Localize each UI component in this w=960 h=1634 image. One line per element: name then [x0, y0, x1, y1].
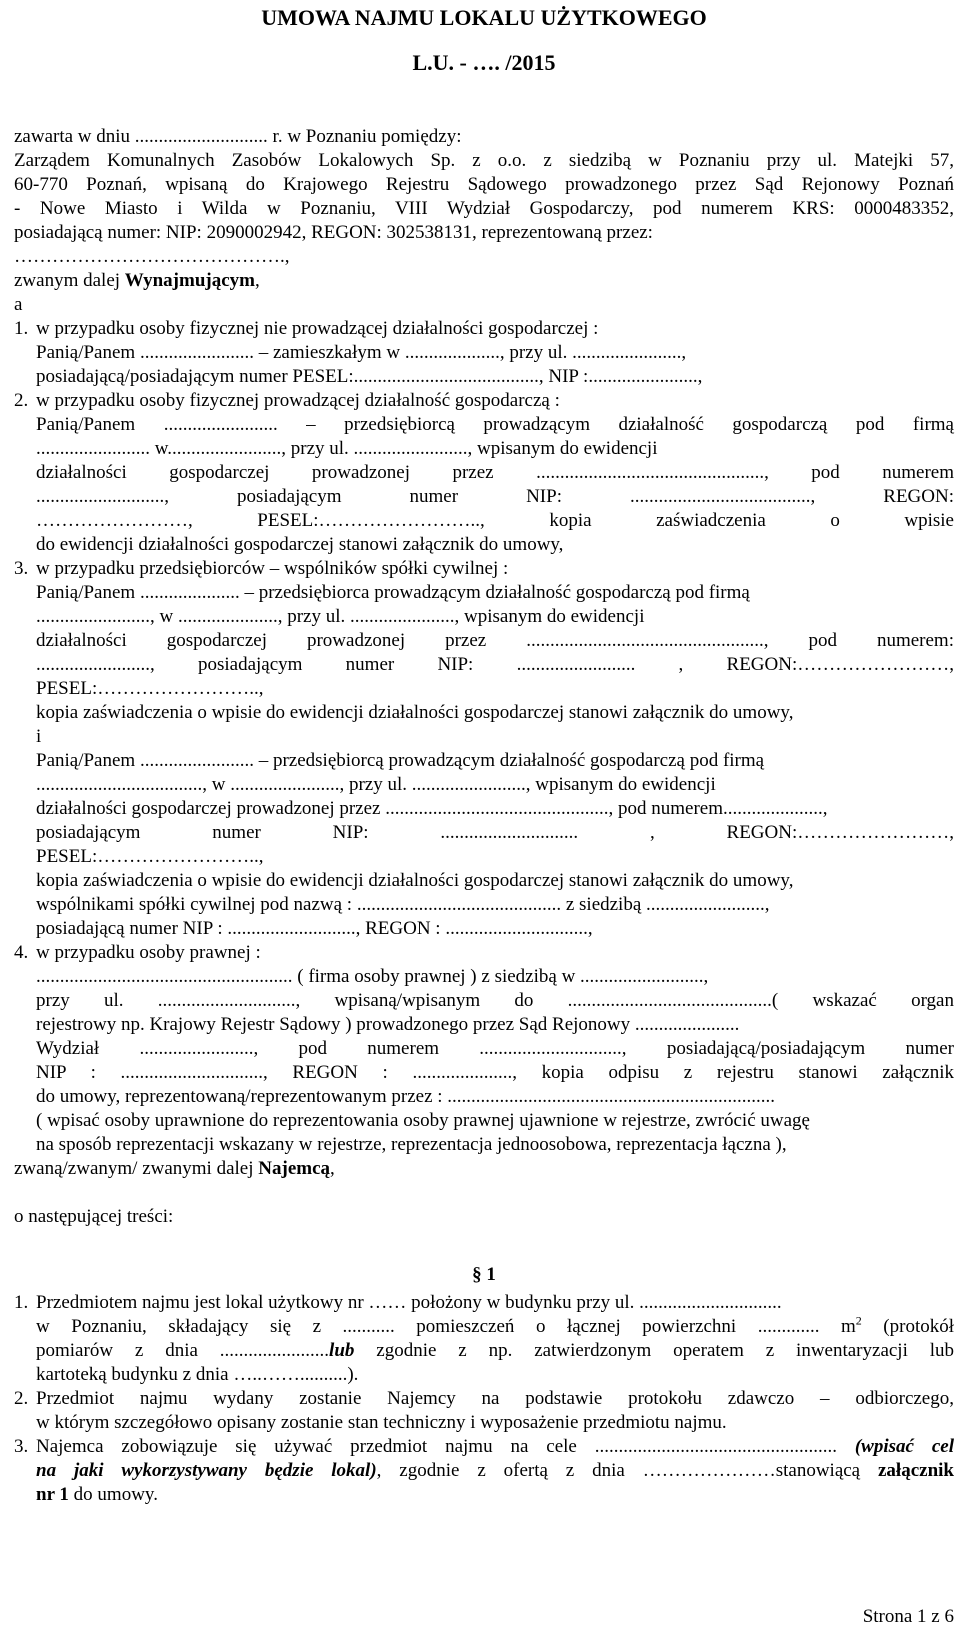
clause-2 — [14, 1387, 954, 1435]
section-heading: § 1 — [472, 1264, 496, 1285]
item-line: w przypadku osoby prawnej : — [36, 942, 261, 963]
following-text: o następującej treści: — [14, 1206, 174, 1227]
item-line: PESEL:…………………….., — [36, 678, 264, 699]
item-line: działalności gospodarczej prowadzonej przez ..............................................., pod numerem....................., — [36, 798, 828, 819]
document-number: L.U. - …. /2015 — [412, 50, 556, 75]
tenant-term: Najemcą — [258, 1158, 331, 1179]
item-line: posiadającym numer NIP: ............................. , REGON:……………………, — [36, 822, 954, 843]
clause-text: do umowy. — [68, 1484, 158, 1505]
page-footer: Strona 1 z 6 — [862, 1606, 954, 1627]
clause-emphasis: (wpisać cel — [854, 1436, 954, 1457]
item-line: w przypadku osoby fizycznej nie prowadzącej działalności gospodarczej : — [36, 318, 599, 339]
party-option-2 — [14, 389, 954, 557]
clause-line: Przedmiot najmu wydany zostanie Najemcy na podstawie protokołu zdawczo – odbiorczego, — [36, 1388, 954, 1409]
item-line: rejestrowy np. Krajowy Rejestr Sądowy ) prowadzonego przez Sąd Rejonowy ...................... — [36, 1014, 740, 1035]
clause-number: 1. — [14, 1292, 29, 1313]
clause-line: w którym szczegółowo opisany zostanie stan techniczny i wyposażenie przedmiotu najmu. — [36, 1412, 727, 1433]
document-page — [14, 0, 955, 1627]
clause-text: , zgodnie z ofertą z dnia …………………stanowiącą — [376, 1460, 878, 1481]
clause-emphasis: na jaki wykorzystywany będzie lokal) — [36, 1460, 377, 1481]
item-line: Wydział ........................, pod numerem .............................., posiadającą/posiadającym numer — [36, 1038, 954, 1059]
clause-3 — [14, 1435, 954, 1507]
clause-text: w Poznaniu, składający się z ........... pomieszczeń o łącznej powierzchni ............. m — [36, 1316, 856, 1337]
called-end: , — [330, 1158, 335, 1179]
called-text: zwaną/zwanym/ zwanymi dalej — [14, 1158, 259, 1179]
document-title: UMOWA NAJMU LOKALU UŻYTKOWEGO — [261, 5, 707, 30]
item-line: działalności gospodarczej prowadzonej przez .................................................., pod numerem: — [36, 630, 954, 651]
item-line: na sposób reprezentacji wskazany w rejestrze, reprezentacja jednoosobowa, reprezentacja łączna ), — [36, 1134, 787, 1155]
intro-line: - Nowe Miasto i Wilda w Poznaniu, VIII Wydział Gospodarczy, pod numerem KRS: 0000483352, — [14, 198, 954, 219]
item-line: działalności gospodarczej prowadzonej przez ................................................, pod numerem — [36, 462, 954, 483]
item-number: 1. — [14, 318, 29, 339]
intro-line: Zarządem Komunalnych Zasobów Lokalowych Sp. z o.o. z siedzibą w Poznaniu przy ul. Matejki 57, — [14, 150, 954, 171]
item-line: posiadającą/posiadającym numer PESEL:......................................., NIP :......................., — [36, 366, 703, 387]
intro-line: ……………………………………., — [14, 246, 290, 267]
item-line: ..........................., posiadającym numer NIP: ......................................, REGON: — [36, 486, 954, 507]
item-number: 2. — [14, 390, 29, 411]
intro-text: zwanym dalej — [14, 270, 125, 291]
item-line: PESEL:…………………….., — [36, 846, 264, 867]
spacer — [14, 1181, 954, 1205]
item-line: kopia zaświadczenia o wpisie do ewidencji działalności gospodarczej stanowi załącznik do umowy, — [36, 702, 794, 723]
attachment-number: nr 1 — [36, 1484, 69, 1505]
clause-line — [36, 1435, 954, 1459]
attachment-term: załącznik — [878, 1460, 954, 1481]
intro-line: 60-770 Poznań, wpisaną do Krajowego Rejestru Sądowego prowadzonego przez Sąd Rejonowy Poznań — [14, 174, 954, 195]
clause-text: (protokół — [861, 1316, 955, 1337]
item-line: NIP : .............................., REGON : ....................., kopia odpisu z rejestru stanowi załącznik — [36, 1062, 954, 1083]
clause-text: pomiarów z dnia ....................... — [36, 1340, 330, 1361]
intro-line: posiadającą numer: NIP: 2090002942, REGON: 302538131, reprezentowaną przez: — [14, 222, 653, 243]
landlord-term: Wynajmującym — [124, 270, 255, 291]
item-line: w przypadku osoby fizycznej prowadzącej działalność gospodarczą : — [36, 390, 560, 411]
item-line: ........................, posiadającym numer NIP: ......................... , REGON:……………………, — [36, 654, 954, 675]
clause-number: 3. — [14, 1436, 29, 1457]
intro-line: zawarta w dniu ............................ r. w Poznaniu pomiędzy: — [14, 126, 462, 147]
item-line: ...................................................... ( firma osoby prawnej ) z siedzibą w .........................., — [36, 966, 709, 987]
item-number: 4. — [14, 942, 29, 963]
clause-line — [36, 1339, 954, 1363]
clause-text: zgodnie z np. zatwierdzonym operatem z inwentaryzacji lub — [354, 1340, 955, 1361]
clause-line — [36, 1315, 954, 1339]
party-option-3 — [14, 557, 954, 941]
intro-line: a — [14, 294, 23, 315]
intro-text: , — [254, 270, 260, 291]
item-line: Panią/Panem ........................ – przedsiębiorcą prowadzącym działalność gospodarczą pod firmą — [36, 750, 765, 771]
clause-line — [36, 1459, 954, 1483]
item-line: do ewidencji działalności gospodarczej stanowi załącznik do umowy, — [36, 534, 564, 555]
item-line: ( wpisać osoby uprawnione do reprezentowania osoby prawnej ujawnione w rejestrze, zwrócić uwagę — [36, 1110, 810, 1131]
clause-1 — [14, 1291, 954, 1387]
item-line: do umowy, reprezentowaną/reprezentowanym przez : ..................................................................... — [36, 1086, 776, 1107]
clause-text: Najemca zobowiązuje się używać przedmiot najmu na cele ................................................... — [36, 1436, 855, 1457]
item-line: w przypadku przedsiębiorców – wspólników spółki cywilnej : — [36, 558, 509, 579]
item-line: Panią/Panem ..................... – przedsiębiorca prowadzącym działalność gospodarczą pod firmą — [36, 582, 750, 603]
item-line: Panią/Panem ........................ – zamieszkałym w ...................., przy ul. ......................., — [36, 342, 687, 363]
superscript: 2 — [855, 1313, 862, 1328]
party-option-4 — [14, 941, 954, 1157]
item-line: i — [36, 726, 42, 747]
item-line: kopia zaświadczenia o wpisie do ewidencji działalności gospodarczej stanowi załącznik do umowy, — [36, 870, 794, 891]
item-line: ……………………, PESEL:…………………….., kopia zaświadczenia o wpisie — [36, 510, 954, 531]
item-line: Panią/Panem ........................ – przedsiębiorcą prowadzącym działalność gospodarczą pod firmą — [36, 414, 954, 435]
intro-line — [14, 269, 954, 293]
item-line: ..................................., w ......................., przy ul. ........................, wpisanym do ewidencji — [36, 774, 716, 795]
party-option-1 — [14, 317, 954, 389]
clause-emphasis: lub — [329, 1340, 355, 1361]
item-line: ........................ w........................, przy ul. ........................, wpisanym do ewidencji — [36, 438, 658, 459]
item-line: przy ul. ............................., wpisaną/wpisanym do ...........................................( wskazać organ — [36, 990, 954, 1011]
clause-line — [36, 1483, 954, 1507]
clause-line: Przedmiotem najmu jest lokal użytkowy nr …… położony w budynku przy ul. .............................. — [36, 1292, 782, 1313]
item-line: ........................, w ....................., przy ul. ......................, wpisanym do ewidencji — [36, 606, 645, 627]
intro-section — [14, 125, 954, 317]
item-line: wspólnikami spółki cywilnej pod nazwą : ........................................... z siedzibą ........................., — [36, 894, 770, 915]
item-line: posiadającą numer NIP : ..........................., REGON : .............................., — [36, 918, 593, 939]
item-number: 3. — [14, 558, 29, 579]
tenant-definition — [14, 1157, 954, 1181]
clause-number: 2. — [14, 1388, 29, 1409]
clause-line: kartoteką budynku z dnia …..……..........). — [36, 1364, 359, 1385]
